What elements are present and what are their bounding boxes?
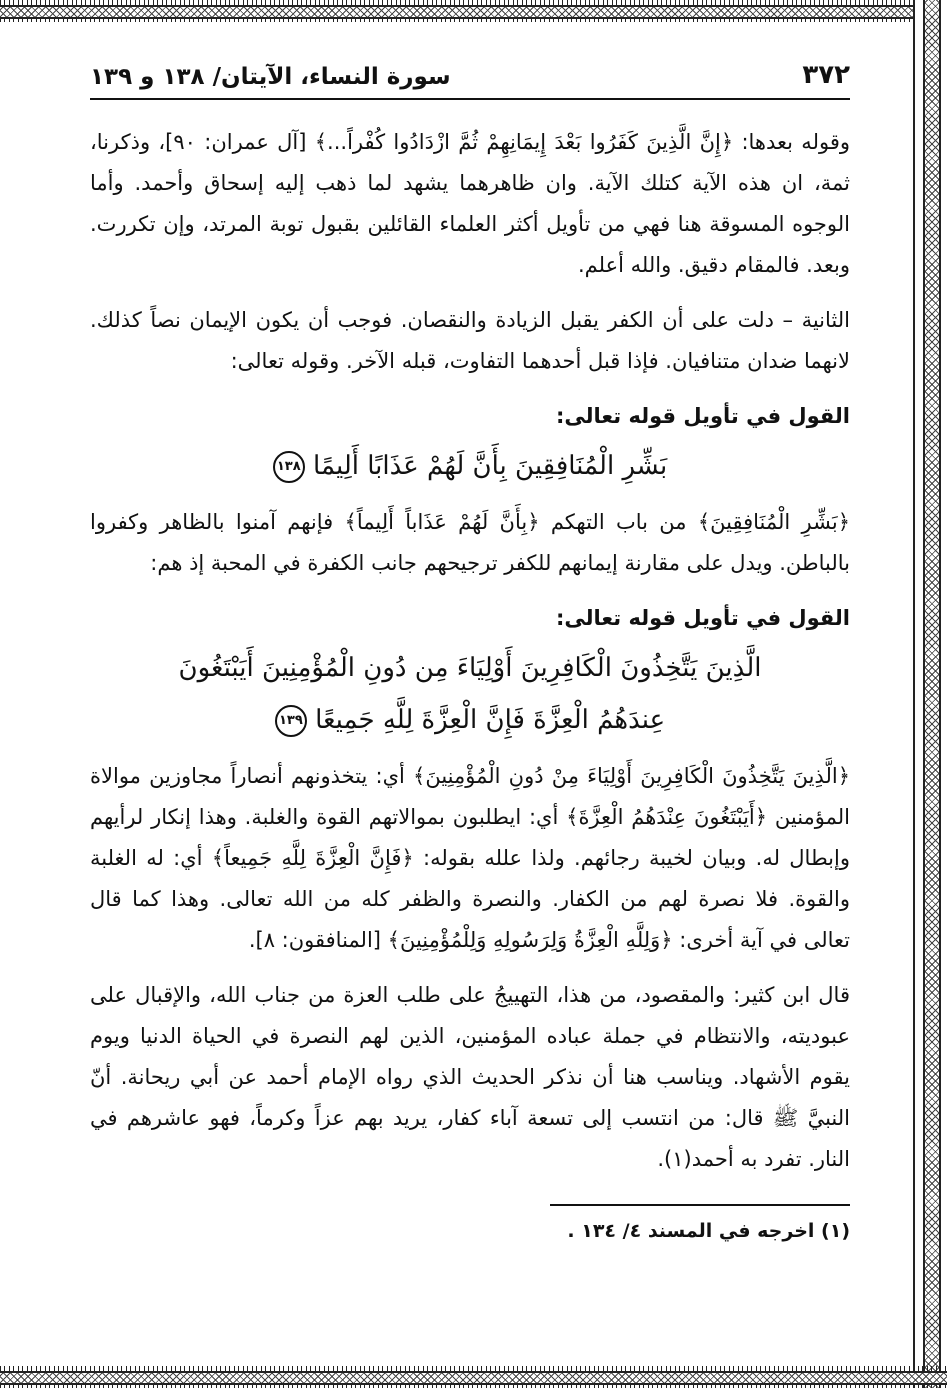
paragraph-1: وقوله بعدها: ﴿إِنَّ الَّذِينَ كَفَرُوا بَعْدَ إِيمَانِهِمْ ثُمَّ ازْدَادُوا كُفْراً...﴾ [آل عمران: ٩٠]، وذكرنا، ثمة، ان هذه الآية كتلك الآية. وان ظاهرهما يشهد لما ذهب إليه إسحاق وأحمد. وأما الوجوه المسوقة هنا فهي من تأويل أكثر العلماء القائلين بقبول توبة المرتد، وإن تكررت. وبعد. فالمقام دقيق. والله أعلم. (90, 130, 850, 277)
verse-text: بَشِّرِ الْمُنَافِقِينَ بِأَنَّ لَهُمْ عَذَابًا أَلِيمًا (313, 451, 668, 481)
running-title: سورة النساء، الآيتان/ ١٣٨ و ١٣٩ (90, 64, 451, 90)
page-body (90, 60, 850, 1242)
quran-verse-139 (90, 642, 850, 746)
paragraph-2: الثانية – دلت على أن الكفر يقبل الزيادة والنقصان. فوجب أن يكون الإيمان نصاً كذلك. لانهما ضدان متنافيان. فإذا قبل أحدهما التفاوت، قبله الآخر. وقوله تعالى: (90, 308, 850, 373)
footnote: (١) اخرجه في المسند ٤/ ١٣٤ . (567, 1220, 850, 1242)
verse-line-1: الَّذِينَ يَتَّخِذُونَ الْكَافِرِينَ أَوْلِيَاءَ مِن دُونِ الْمُؤْمِنِينَ أَيَبْتَغُونَ (178, 653, 762, 683)
verse-line-2-text: عِندَهُمُ الْعِزَّةَ فَإِنَّ الْعِزَّةَ لِلَّهِ جَمِيعًا (315, 705, 666, 735)
verse-line-2 (90, 694, 850, 746)
page-header (90, 60, 850, 100)
paragraph-4: ﴿الَّذِينَ يَتَّخِذُونَ الْكَافِرِينَ أَوْلِيَاءَ مِنْ دُونِ الْمُؤْمِنِينَ﴾ أي: يتخذونهم أنصاراً مجاوزين موالاة المؤمنين ﴿أَيَبْتَغُونَ عِنْدَهُمُ الْعِزَّةَ﴾ أي: ايطلبون بموالاتهم القوة والغلبة. وهذا إنكار لرأيهم وإبطال له. وبيان لخيبة رجائهم. ولذا علله بقوله: ﴿فَإِنَّ الْعِزَّةَ لِلَّهِ جَمِيعاً﴾ أي: له الغلبة والقوة. فلا نصرة لهم من الكفار. والنصرة والظفر كله من الله تعالى. وهذا كما قال تعالى في آية أخرى: ﴿وَلِلَّهِ الْعِزَّةُ وَلِرَسُولِهِ وَلِلْمُؤْمِنِينَ﴾ [المنافقون: ٨]. (90, 764, 850, 952)
section-heading-1: القول في تأويل قوله تعالى: (556, 404, 850, 428)
ayah-number-icon: ١٣٩ (275, 705, 307, 737)
section-heading-2: القول في تأويل قوله تعالى: (556, 606, 850, 630)
top-ornamental-border (0, 0, 947, 22)
quran-verse-138 (90, 440, 850, 492)
bottom-ornamental-border (0, 1366, 947, 1388)
paragraph-3: ﴿بَشِّرِ الْمُنَافِقِينَ﴾ من باب التهكم ﴿بِأَنَّ لَهُمْ عَذَاباً أَلِيماً﴾ فإنهم آمنوا بالظاهر وكفروا بالباطن. ويدل على مقارنة إيمانهم للكفر ترجيحهم جانب الكفرة في المحبة إذ هم: (90, 510, 850, 575)
right-ornamental-border (913, 0, 947, 1388)
footnote-divider (550, 1204, 850, 1206)
page-number: ٣٧٢ (802, 60, 850, 90)
paragraph-5: قال ابن كثير: والمقصود، من هذا، التهييجُ على طلب العزة من جناب الله، والإقبال على عبوديته، والانتظام في جملة عباده المؤمنين، الذين لهم النصرة في الحياة الدنيا ويوم يقوم الأشهاد. ويناسب هنا أن نذكر الحديث الذي رواه الإمام أحمد عن أبي ريحانة. أنّ النبيَّ ﷺ قال: من انتسب إلى تسعة آباء كفار، يريد بهم عزاً وكرماً، فهو عاشرهم في النار. تفرد به أحمد(١). (90, 983, 850, 1171)
ayah-number-icon: ١٣٨ (273, 451, 305, 483)
